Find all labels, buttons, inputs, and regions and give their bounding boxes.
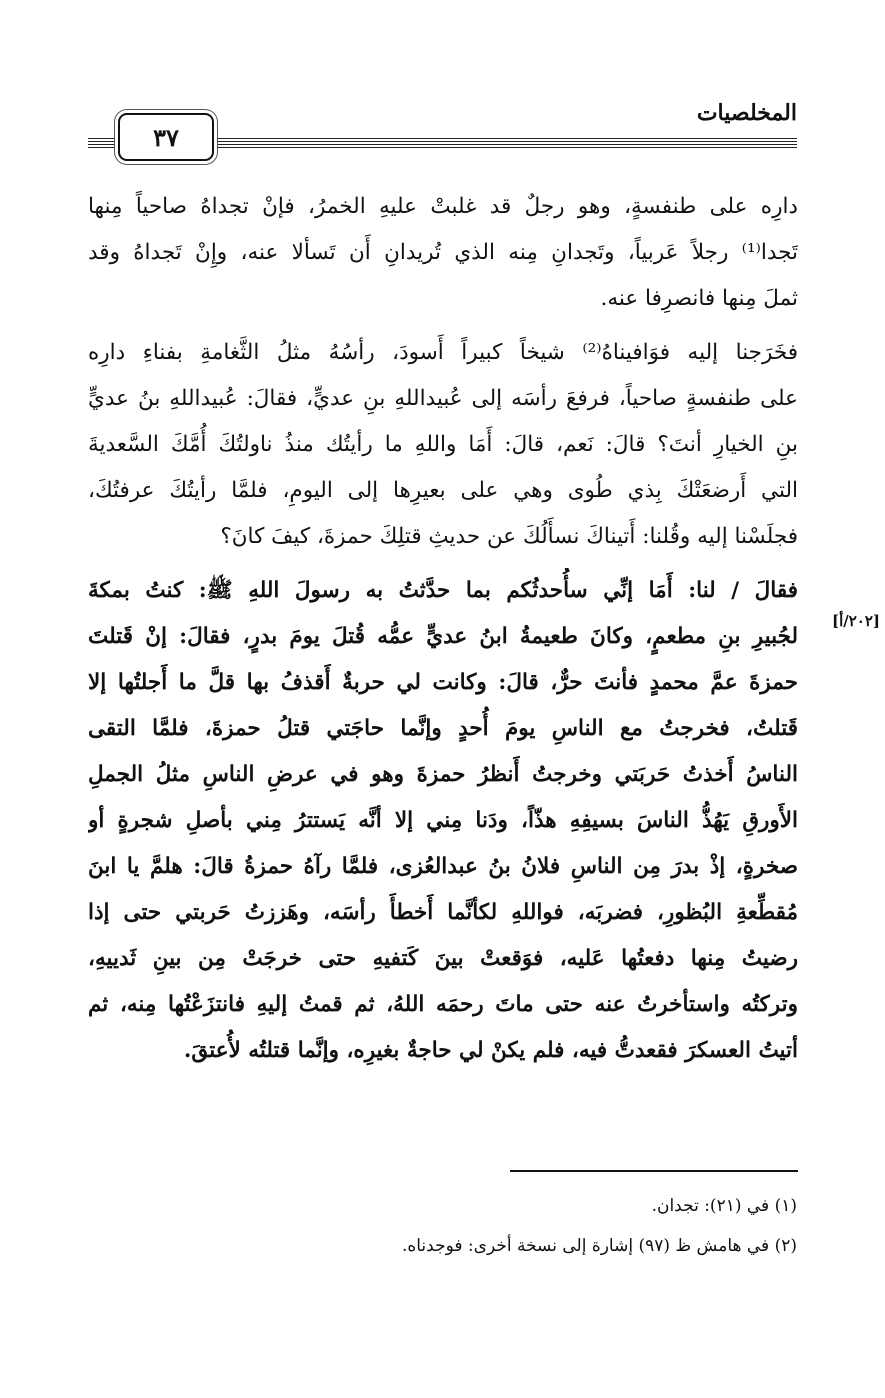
text-line: الأَورقِ يَهُذُّ الناسَ بسيفِهِ هذّاً، ودَنا مِني إلا أنَّه يَستترُ مِني بأصلِ شجرةٍ أو xyxy=(88,808,798,833)
page-number: ٣٧ xyxy=(153,122,179,152)
text-line: فقالَ / لنا: أَمَا إنِّي سأُحدثُكم بما حدَّثتُ به رسولَ اللهِ ﷺ: كنتُ بمكةَ xyxy=(88,578,798,603)
manuscript-folio-reference: [٢٠٢/أ] xyxy=(831,612,880,630)
text-line: رضيتُ مِنها دفعتُها عَليه، فوَقعتْ بينَ كَتفيهِ حتى خرجَتْ مِن بينِ ثَدييهِ، xyxy=(88,946,798,971)
text-line: فخَرَجنا إليه فوَافيناهُ⁽²⁾ شيخاً كبيراً أَسودَ، رأسُهُ مثلُ الثَّغامةِ بفناءِ دارِه xyxy=(88,340,798,365)
text-line: الناسُ أَخذتُ حَربَتي وخرجتُ أَنظرُ حمزةَ وهو في عرضِ الناسِ مثلُ الجملِ xyxy=(88,762,798,787)
footnote-1: (١) في (٢١): تجدان. xyxy=(651,1196,797,1216)
text-line: فجلَسْنا إليه وقُلنا: أَتيناكَ نسأَلُكَ عن حديثِ قتلِكَ حمزةَ، كيفَ كانَ؟ xyxy=(220,524,798,549)
text-line: صخرةٍ، إذْ بدرَ مِن الناسِ فلانُ بنُ عبدالعُزى، فلمَّا رآهُ حمزةُ قالَ: هلمَّ يا ابنَ xyxy=(88,854,798,879)
text-line: على طنفسةٍ صاحياً، فرفعَ رأسَه إلى عُبيداللهِ بنِ عديٍّ، فقالَ: عُبيداللهِ بنُ عديٍّ xyxy=(88,386,798,411)
text-line: بنِ الخيارِ أنتَ؟ قالَ: نَعم، قالَ: أَمَا واللهِ ما رأيتُك منذُ ناولتُكَ أُمَّكَ السَّعديةَ xyxy=(88,432,798,457)
footnote-separator xyxy=(510,1170,798,1172)
running-header-title: المخلصيات xyxy=(696,100,797,126)
text-line: حمزةَ عمَّ محمدٍ فأنتَ حرٌّ، قالَ: وكانت لي حربةٌ أَقذفُ بها قلَّ ما أَجلتُها إلا xyxy=(88,670,798,695)
text-line: أتيتُ العسكرَ فقعدتُّ فيه، فلم يكنْ لي حاجةٌ بغيرِه، وإنَّما قتلتُه لأُعتقَ. xyxy=(183,1038,798,1063)
text-line: التي أَرضعَتْكَ بِذي طُوى وهي على بعيرِها إلى اليومِ، فلمَّا رأيتُكَ عرفتُكَ، xyxy=(88,478,798,503)
text-line: قَتلتُ، فخرجتُ مع الناسِ يومَ أُحدٍ وإنَّما حاجَتي قتلُ حمزةَ، فلمَّا التقى xyxy=(88,716,798,741)
footnote-2: (٢) في هامش ظ (٩٧) إشارة إلى نسخة أخرى: فوجدناه. xyxy=(401,1236,797,1256)
page-number-box xyxy=(118,113,214,161)
text-line: وتركتُه واستأخرتُ عنه حتى ماتَ رحمَه اللهُ، ثم قمتُ إليهِ فانتزَعْتُها مِنه، ثم xyxy=(88,992,798,1017)
text-line: دارِه على طنفسةٍ، وهو رجلٌ قد غلبتْ عليهِ الخمرُ، فإنْ تجداهُ صاحياً مِنها xyxy=(88,194,798,219)
text-line: تَجدا⁽¹⁾ رجلاً عَربياً، وتَجدانِ مِنه الذي تُريدانِ أَن تَسألا عنه، وإِنْ تَجداهُ وقد xyxy=(88,240,798,265)
text-line: مُقطِّعةِ البُظورِ، فضربَه، فواللهِ لكأنَّما أَخطأَ رأسَه، وهَززتُ حَربتي حتى إذا xyxy=(88,900,798,925)
text-line: ثملَ مِنها فانصرِفا عنه. xyxy=(600,286,798,311)
text-line: لجُبيرِ بنِ مطعمٍ، وكانَ طعيمةُ ابنُ عديٍّ عمُّه قُتلَ يومَ بدرٍ، فقالَ: إنْ قَتلتَ xyxy=(88,624,798,649)
